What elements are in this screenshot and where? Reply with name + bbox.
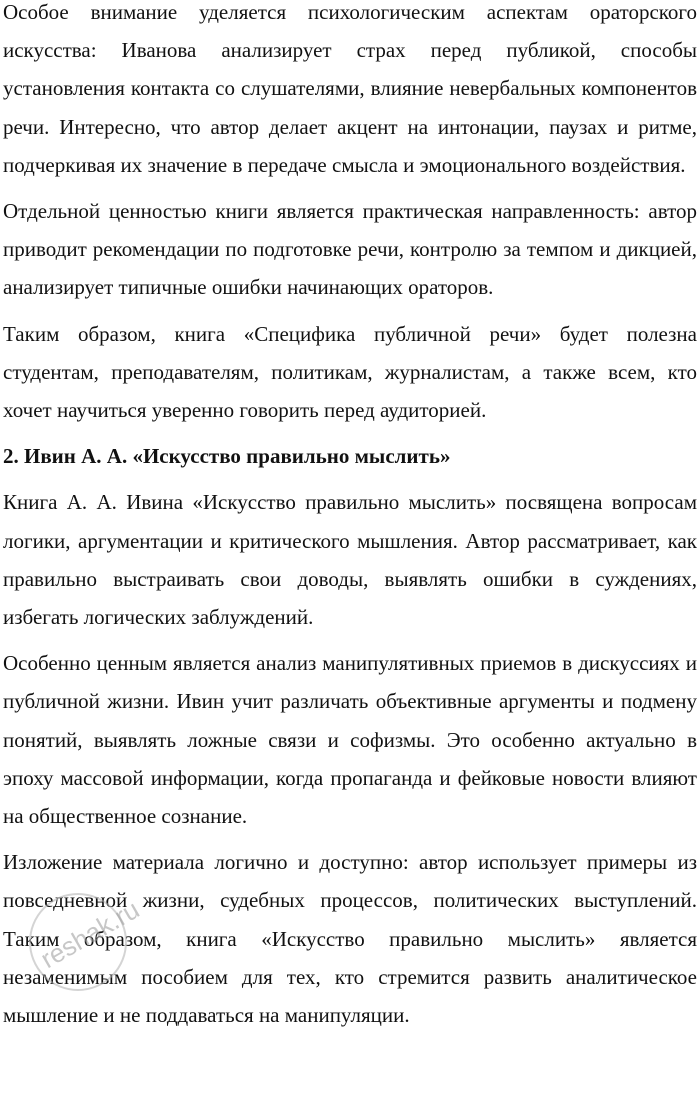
paragraph-conclusion-ivin: Изложение материала логично и доступно: автор использует примеры из повседневной жизни, судебных процессов, политических выступлений. Таким образом, книга «Искусство правильно мыслить» является незаменимым пособием для тех, кто стремится развить аналитическое мышление и не поддаваться на манипуляции. [3,850,697,1028]
watermark-text: reshak.ru [35,893,145,975]
paragraph-ivin-intro: Книга А. А. Ивина «Искусство правильно мыслить» посвящена вопросам логики, аргументации и критического мышления. Автор рассматривает, как правильно выстраивать свои доводы, выявлять ошибки в суждениях, избегать логических заблуждений. [3,490,697,630]
section-heading-ivin: 2. Ивин А. А. «Искусство правильно мыслить» [3,444,451,469]
paragraph-conclusion-ivanova: Таким образом, книга «Специфика публичной речи» будет полезна студентам, преподавателям, политикам, журналистам, а также всем, кто хочет научиться уверенно говорить перед аудиторией. [3,321,697,423]
paragraph-practical-value: Отдельной ценностью книги является практическая направленность: автор приводит рекомендации по подготовке речи, контролю за темпом и дикцией, анализирует типичные ошибки начинающих ораторов. [3,199,697,300]
paragraph-psychology: Особое внимание уделяется психологическим аспектам ораторского искусства: Иванова анализирует страх перед публикой, способы установления контакта со слушателями, влияние невербальных компонентов речи. Интересно, что автор делает акцент на интонации, паузах и ритме, подчеркивая их значение в передаче смысла и эмоционального воздействия. [3,0,697,177]
paragraph-manipulation: Особенно ценным является анализ манипулятивных приемов в дискуссиях и публичной жизни. Ивин учит различать объективные аргументы и подмену понятий, выявлять ложные связи и софизмы. Это особенно актуально в эпоху массовой информации, когда пропаганда и фейковые новости влияют на общественное сознание. [3,651,697,829]
